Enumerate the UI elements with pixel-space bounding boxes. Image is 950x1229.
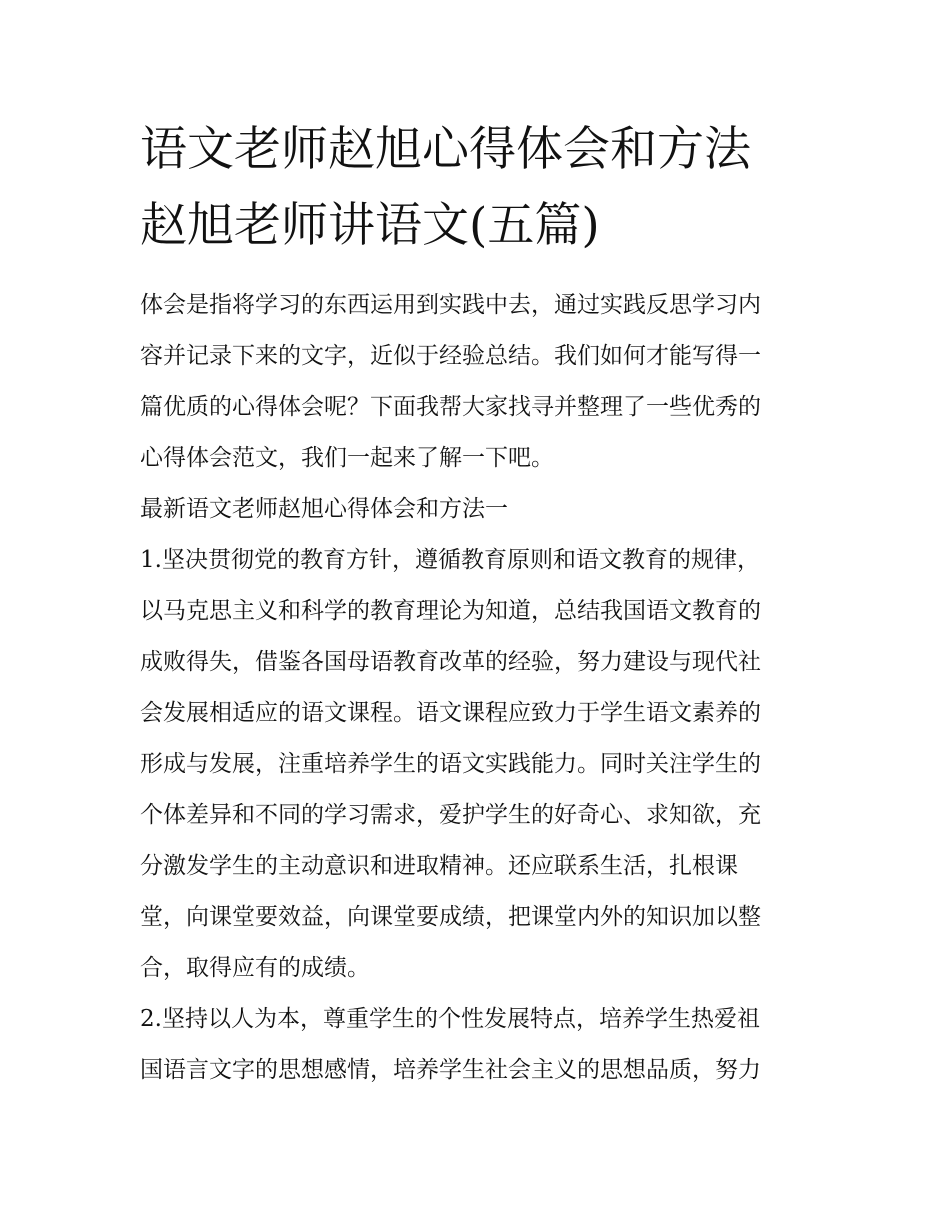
item-1-line: 堂，向课堂要效益，向课堂要成绩，把课堂内外的知识加以整 — [140, 904, 761, 930]
item-2-paragraph — [140, 994, 820, 1096]
item-1-line: 个体差异和不同的学习需求，爱护学生的好奇心、求知欲，充 — [140, 802, 761, 828]
item-2-line: 2.坚持以人为本，尊重学生的个性发展特点，培养学生热爱祖 — [140, 1006, 760, 1032]
item-1-line: 1.坚决贯彻党的教育方针，遵循教育原则和语文教育的规律， — [140, 547, 760, 573]
item-1-line: 合，取得应有的成绩。 — [140, 955, 370, 981]
title-line-1: 语文老师赵旭心得体会和方法 — [140, 122, 751, 177]
intro-line: 容并记录下来的文字，近似于经验总结。我们如何才能写得一 — [140, 343, 761, 369]
item-1-line: 分激发学生的主动意识和进取精神。还应联系生活，扎根课 — [140, 853, 738, 879]
item-1-paragraph — [140, 535, 820, 994]
intro-paragraph — [140, 280, 820, 484]
item-1-line: 会发展相适应的语文课程。语文课程应致力于学生语文素养的 — [140, 700, 761, 726]
intro-line: 体会是指将学习的东西运用到实践中去，通过实践反思学习内 — [140, 292, 761, 318]
item-1-line: 成败得失，借鉴各国母语教育改革的经验，努力建设与现代社 — [140, 649, 761, 675]
item-1-line: 形成与发展，注重培养学生的语文实践能力。同时关注学生的 — [140, 751, 761, 777]
section-heading-paragraph — [140, 484, 820, 535]
item-1-line: 以马克思主义和科学的教育理论为知道，总结我国语文教育的 — [140, 598, 761, 624]
intro-line: 心得体会范文，我们一起来了解一下吧。 — [140, 445, 554, 471]
section-heading: 最新语文老师赵旭心得体会和方法一 — [140, 496, 508, 522]
document-title — [140, 112, 830, 264]
item-2-line: 国语言文字的思想感情，培养学生社会主义的思想品质，努力 — [140, 1057, 761, 1083]
title-line-2: 赵旭老师讲语文(五篇) — [140, 198, 600, 253]
document-body — [140, 280, 820, 1096]
intro-line: 篇优质的心得体会呢？下面我帮大家找寻并整理了一些优秀的 — [140, 394, 761, 420]
